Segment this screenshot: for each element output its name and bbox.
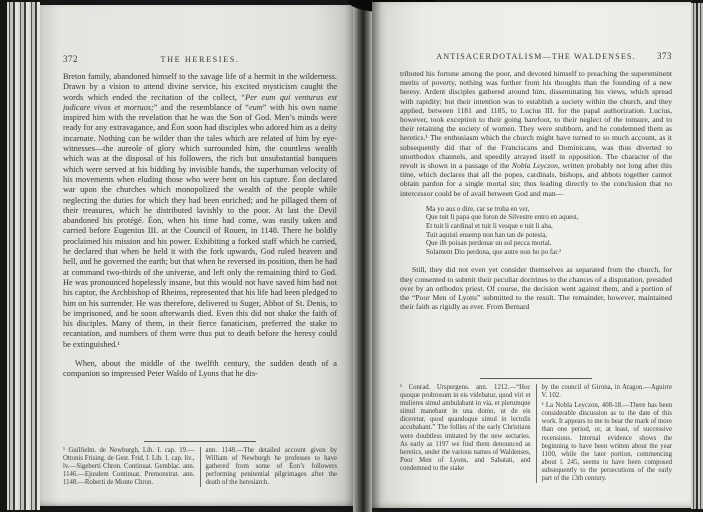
body-paragraph: [400, 69, 672, 198]
verse-line: Que ilh poisan perdonar un sol pecca mortal.: [426, 239, 552, 248]
footnote-rule: [144, 441, 256, 442]
running-header-right: ANTISACERDOTALISM—THE WALDENSES.: [436, 52, 636, 61]
verse-line: Tuit aquisti ensemp non han tan de potesta,: [426, 230, 548, 239]
footnote-rule: [480, 378, 592, 379]
left-page-body: [63, 72, 337, 440]
right-page: [372, 2, 692, 508]
footnote-text: ¹ Guillielm. de Newburgh, Lib. I. cap. 19.—Ottonis Frising. de Gest. Frid. I. Lib. 1. cap. liv., lv.—Sigeberti Chron. Continuat. Gemblac. ann. 1146.—Ejusdem Continuat. Premonstrat. ann. 1148.—Roberti de Monte Chron.: [63, 447, 195, 487]
work-title-italic: Nobla Leyczon: [511, 161, 558, 171]
footnote-columns: [63, 447, 337, 487]
page-number-left: 372: [63, 54, 78, 64]
left-page-header: [63, 54, 337, 64]
verse-quotation: [426, 205, 672, 257]
footnote-text: ² La Nobla Leyczon, 408-18.—There has been considerable discussion as to the date of this work. It appears to me to bear the mark of more than one period, or, at least, of successive recensions. Internal evidence shows the beginning to have been written about the year 1100, while the later portion, commencing about l. 245, seems to have been composed subsequently to the persecutions of the early part of the 13th century.: [541, 402, 672, 483]
running-header-left: THE HERESIES.: [160, 55, 240, 64]
page-stack-edge-left: [0, 0, 40, 512]
footnote-text: ¹ Conrad. Urspergens. ann. 1212.—“Hoc quoque probrosum in eis videbatur, quod viri et mulieres simul ambulabant in via, et plerumque simul manebant in una domo, ut de eis diceretur, quod quandoque simul in lectulis accubabant.” The follies of the early Christians were doubtless imitated by the new sectaries. As early as 1197 we find them denounced as heretics, under the various names of Waldenses, Poor Men of Lyons, and Sabatati, and condemned to the stake: [400, 384, 531, 472]
right-page-body: [400, 69, 672, 379]
page-stack-edge-right: [691, 0, 703, 512]
footnote-text: by the council of Girona, in Aragon.—Aguirre V. 102.: [541, 384, 672, 400]
left-page: [40, 5, 353, 506]
footnote-text: ann. 1148.—The detailed account given by William of Newburgh he professes to have gathered from some of Éon’s followers performing penitential pilgrimages after the death of the heresiarch.: [205, 447, 337, 487]
right-footnote-area: [400, 378, 672, 483]
footnote-column: [201, 447, 338, 487]
paragraph-text: tributed his fortune among the poor, and devoted himself to preaching the supereminent merits of poverty, nothing was further from his thoughts than the founding of a new heresy. Ardent disciples gathered around him, disseminating his views, which spread with rapidity; but their intention was to establish a society within the church, and they applied, between 1181 and 1185, to Lucius III. for the papal authorization. Lucius, however, took exception to their going barefoot, to their neglect of the tonsure, and to their retaining the society of women. They were stubborn, and he condemned them as heretics.¹ The enthusiasm which the church might have turned to so much account, as it subsequently did that of the Franciscans and Dominicans, was thus diverted to unorthodox channels, and speedily arrayed itself in opposition. The character of the revolt is shown in a passage of the: [400, 69, 672, 171]
body-paragraph: Still, they did not even yet consider themselves as separated from the church, for they consented to submit their peculiar doctrines to the chances of a disputation, presided over by an orthodox priest. Of course, the decision went against them, and a portion of the “Poor Men of Lyons” submitted to the result. The remainder, however, maintained their faith as rigidly as ever. From Bernard: [400, 265, 672, 312]
verse-line: Ma yo aus o dire, car se troba en ver,: [426, 204, 530, 213]
footnote-column: [63, 447, 200, 487]
book-spine-gutter: [353, 0, 372, 512]
page-number-right: 373: [657, 51, 672, 61]
page-stack-stripes-left: [7, 2, 40, 510]
body-paragraph: [63, 72, 337, 350]
page-stack-stripes-right: [691, 3, 703, 509]
paragraph-text: ” and the resemblance of “: [153, 102, 249, 112]
paragraph-text: ” with his own name inspired him with the revelation that he was the Son of God. Men’s minds were ready for any extravagance, and Éon soon had disciples who adored him as a deity incarnate. Nothing can be wilder than the tales which are related of him by eye-witnesses—the aureole of glory which surrounded him, the countless wealth which was at the disposal of his followers, the rich but unsubstantial banquets which were served at his bidding by invisible hands, the superhuman velocity of his movements when eluding those who were bent on his capture. Éon declared war upon the churches which monopolized the wealth of the people while neglecting the duties for which they had been enriched; and he pillaged them of their treasures, which he distributed lavishly to the poor. At last the Devil abandoned his protégé. Éon, when his time had come, was easily taken and carried before Eugenius III. at the Council of Rouen, in 1148. There he boldly proclaimed his mission and his power. Exhibiting a forked staff which he carried, he declared that when he held it with the fork upwards, God ruled heaven and hell, and he governed the earth; but that when he reversed its position, then he had at command two-thirds of the universe, and left only the remaining third to God. He was pronounced hopelessly insane, but this would not have saved him had not his captor, the Archbishop of Rheims, represented that his life had been pledged to him on his surrender. He was therefore, delivered to Suger, Abbot of St. Denis, to be imprisoned, and he soon afterwards died. Even this did not shake the faith of his disciples. Many of them, in their fierce fanaticism, preferred the stake to recantation, and numbers of them were thus put to death before the heresy could be extinguished.¹: [63, 102, 337, 349]
paragraph-text: , written probably not long after this time, which declares that all the popes, cardinals, bishops, and abbots together cannot obtain pardon for a single mortal sin; thus leading directly to the conclusion that no intercessor could be of avail between God and man—: [400, 161, 672, 198]
paragraph-text: Breton family, abandoned himself to the savage life of a hermit in the wilderness. Drawn by a vision to attend divine service, his excited mysticism caught the words which ended the recitation of the collect, “: [63, 72, 337, 102]
verse-line: Solament Dio perdona, que autre non ho po far.²: [426, 247, 562, 256]
verse-line: Et tuit li cardinal et tuit li vesque e tuit li aba,: [426, 222, 553, 231]
footnote-columns: [400, 384, 672, 483]
right-page-header: [400, 51, 672, 61]
left-footnote-area: [63, 441, 337, 487]
body-paragraph: When, about the middle of the twelfth century, the sudden death of a companion so impressed Peter Waldo of Lyons that he dis-: [63, 359, 337, 379]
footnote-column: [400, 384, 536, 483]
latin-word-italic: eum: [248, 102, 263, 112]
verse-line: Que tuit li papa que foron de Silvestre entro en aquest,: [426, 213, 579, 222]
latin-quote-italic: Per eum qui venturus est judicare vivos et mortuos;: [63, 92, 337, 112]
footnote-column: [537, 384, 673, 483]
